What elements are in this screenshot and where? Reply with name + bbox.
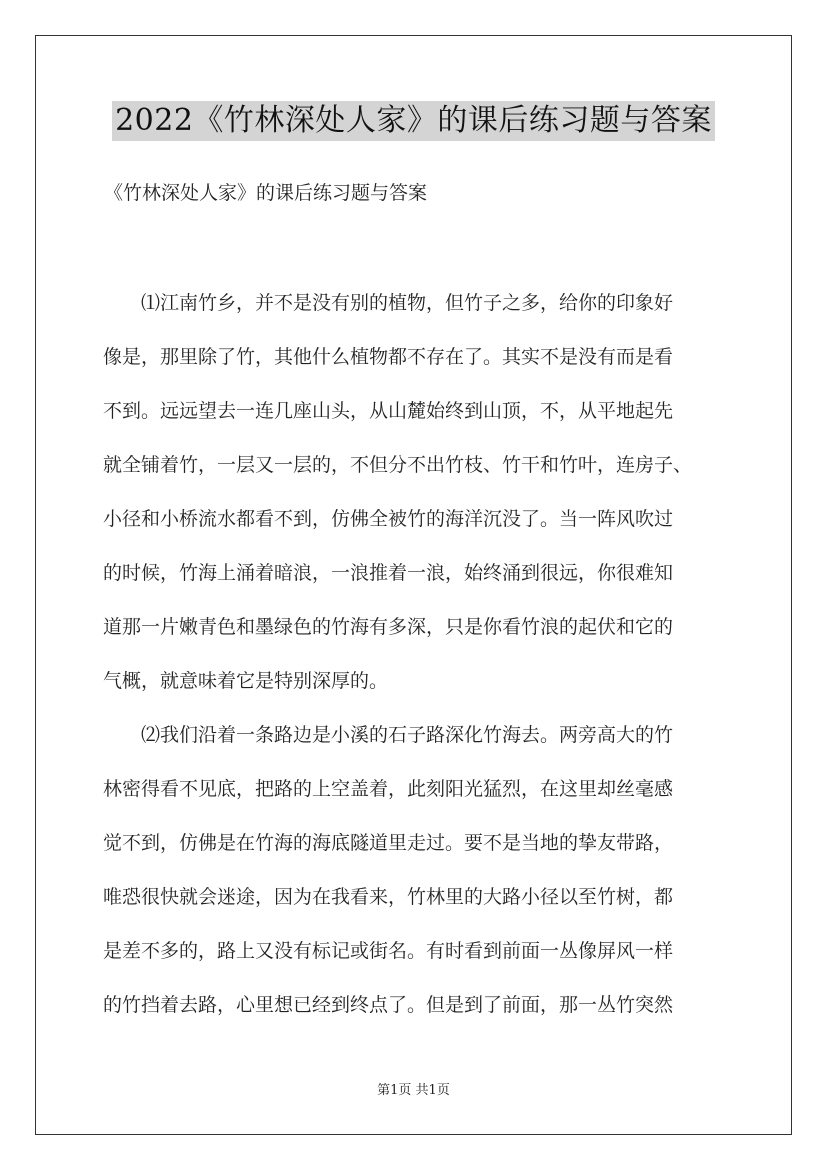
- paragraph-1: [103, 276, 743, 708]
- text-line: 觉不到，仿佛是在竹海的海底隧道里走过。要不是当地的挚友带路，: [103, 832, 674, 854]
- document-subtitle: 《竹林深处人家》的课后练习题与答案: [104, 182, 428, 204]
- text-line: 道那一片嫩青色和墨绿色的竹海有多深，只是你看竹浪的起伏和它的: [103, 616, 674, 638]
- text-line: 气概，就意味着它是特别深厚的。: [103, 670, 389, 692]
- text-line: 唯恐很快就会迷途，因为在我看来，竹林里的大路小径以至竹树，都: [103, 886, 674, 908]
- text-line: 就全铺着竹，一层又一层的，不但分不出竹枝、竹干和竹叶，连房子、: [103, 454, 693, 476]
- text-line: 的竹挡着去路，心里想已经到终点了。但是到了前面，那一丛竹突然: [103, 994, 674, 1016]
- text-line: 像是，那里除了竹，其他什么植物都不存在了。其实不是没有而是看: [103, 346, 674, 368]
- document-title: 2022《竹林深处人家》的课后练习题与答案: [112, 101, 715, 141]
- text-line: 小径和小桥流水都看不到，仿佛全被竹的海洋沉没了。当一阵风吹过: [103, 508, 674, 530]
- page-footer: 第1页 共1页: [377, 1083, 450, 1098]
- text-line: 的时候，竹海上涌着暗浪，一浪推着一浪，始终涌到很远，你很难知: [103, 562, 674, 584]
- text-line: 不到。远远望去一连几座山头，从山麓始终到山顶，不，从平地起先: [103, 400, 674, 422]
- text-line: ⑵我们沿着一条路边是小溪的石子路深化竹海去。两旁高大的竹: [141, 724, 674, 746]
- text-line: ⑴江南竹乡，并不是没有别的植物，但竹子之多，给你的印象好: [141, 292, 674, 314]
- title-container: [0, 101, 827, 141]
- text-line: 是差不多的，路上又没有标记或街名。有时看到前面一丛像屏风一样: [103, 940, 674, 962]
- text-line: 林密得看不见底，把路的上空盖着，此刻阳光猛烈，在这里却丝毫感: [103, 778, 674, 800]
- paragraph-2: [103, 708, 743, 1032]
